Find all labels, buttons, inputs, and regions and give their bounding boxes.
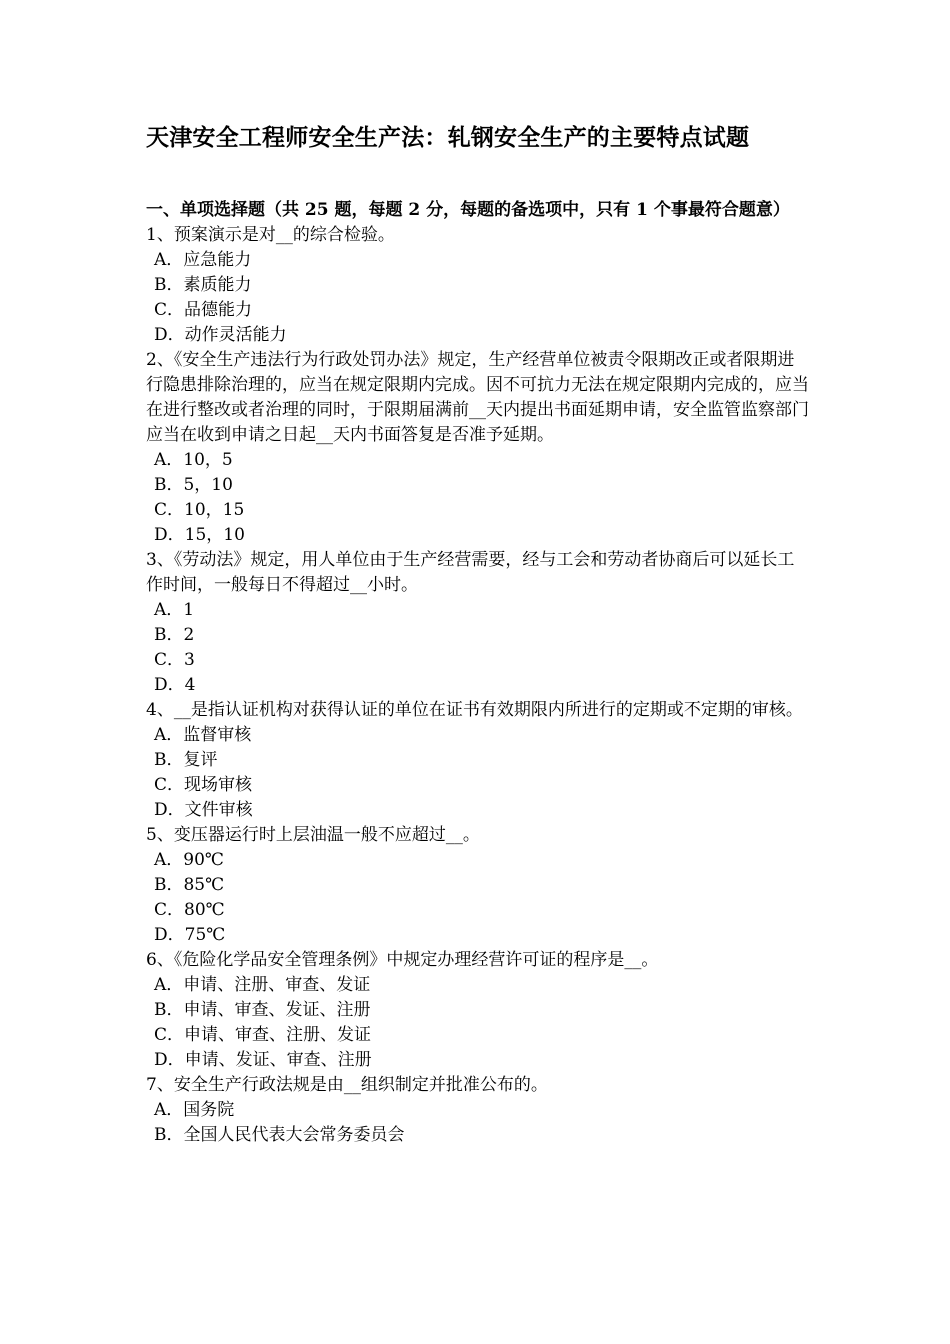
option-list — [146, 848, 810, 948]
question-text: 7、安全生产行政法规是由__组织制定并批准公布的。 — [146, 1075, 548, 1095]
answer-option: A．国务院 — [154, 1100, 235, 1120]
answer-option: D．申请、发证、审查、注册 — [154, 1050, 372, 1070]
question-item — [146, 223, 810, 348]
question-item — [146, 698, 810, 823]
question-item — [146, 1073, 810, 1148]
question-text: 5、变压器运行时上层油温一般不应超过__。 — [146, 825, 480, 845]
answer-option: B．申请、审查、发证、注册 — [154, 1000, 371, 1020]
answer-option: A．90℃ — [154, 850, 224, 870]
answer-option: C．品德能力 — [154, 300, 253, 320]
question-text: 1、预案演示是对__的综合检验。 — [146, 225, 395, 245]
answer-option: C．现场审核 — [154, 775, 253, 795]
document-title: 天津安全工程师安全生产法：轧钢安全生产的主要特点试题 — [146, 124, 750, 151]
answer-option: C．申请、审查、注册、发证 — [154, 1025, 372, 1045]
question-list — [146, 223, 810, 1148]
answer-option: D．4 — [154, 675, 196, 695]
answer-option: D．文件审核 — [154, 800, 253, 820]
option-list — [146, 598, 810, 698]
answer-option: C．3 — [154, 650, 195, 670]
answer-option: D．15，10 — [154, 525, 245, 545]
answer-option: A．监督审核 — [154, 725, 252, 745]
section-heading: 一、单项选择题（共 25 题，每题 2 分，每题的备选项中，只有 1 个事最符合题意） — [146, 200, 790, 220]
question-item — [146, 348, 810, 548]
option-list — [146, 723, 810, 823]
option-list — [146, 973, 810, 1073]
document-page — [146, 0, 810, 1148]
question-text: 4、__是指认证机构对获得认证的单位在证书有效期限内所进行的定期或不定期的审核。 — [146, 700, 803, 720]
answer-option: B．5，10 — [154, 475, 233, 495]
answer-option: B．85℃ — [154, 875, 225, 895]
option-list — [146, 248, 810, 348]
question-item — [146, 948, 810, 1073]
question-text: 3、《劳动法》规定，用人单位由于生产经营需要，经与工会和劳动者协商后可以延长工作时间，一般每日不得超过__小时。 — [146, 550, 795, 595]
answer-option: B．素质能力 — [154, 275, 252, 295]
question-item — [146, 548, 810, 698]
question-text: 6、《危险化学品安全管理条例》中规定办理经营许可证的程序是__。 — [146, 950, 659, 970]
answer-option: A．应急能力 — [154, 250, 252, 270]
question-item — [146, 823, 810, 948]
answer-option: D．75℃ — [154, 925, 226, 945]
answer-option: B．复评 — [154, 750, 218, 770]
answer-option: B．2 — [154, 625, 195, 645]
question-text: 2、《安全生产违法行为行政处罚办法》规定，生产经营单位被责令限期改正或者限期进行隐患排除治理的，应当在规定限期内完成。因不可抗力无法在规定限期内完成的，应当在进行整改或者治理的同时，于限期届满前__天内提出书面延期申请，安全监管监察部门应当在收到申请之日起__天内书面答复是否准予延期。 — [146, 350, 809, 445]
option-list — [146, 1098, 810, 1148]
answer-option: A．10，5 — [154, 450, 233, 470]
answer-option: A．1 — [154, 600, 195, 620]
answer-option: A．申请、注册、审查、发证 — [154, 975, 371, 995]
option-list — [146, 448, 810, 548]
answer-option: B．全国人民代表大会常务委员会 — [154, 1125, 405, 1145]
answer-option: C．80℃ — [154, 900, 225, 920]
answer-option: C．10，15 — [154, 500, 245, 520]
answer-option: D．动作灵活能力 — [154, 325, 287, 345]
